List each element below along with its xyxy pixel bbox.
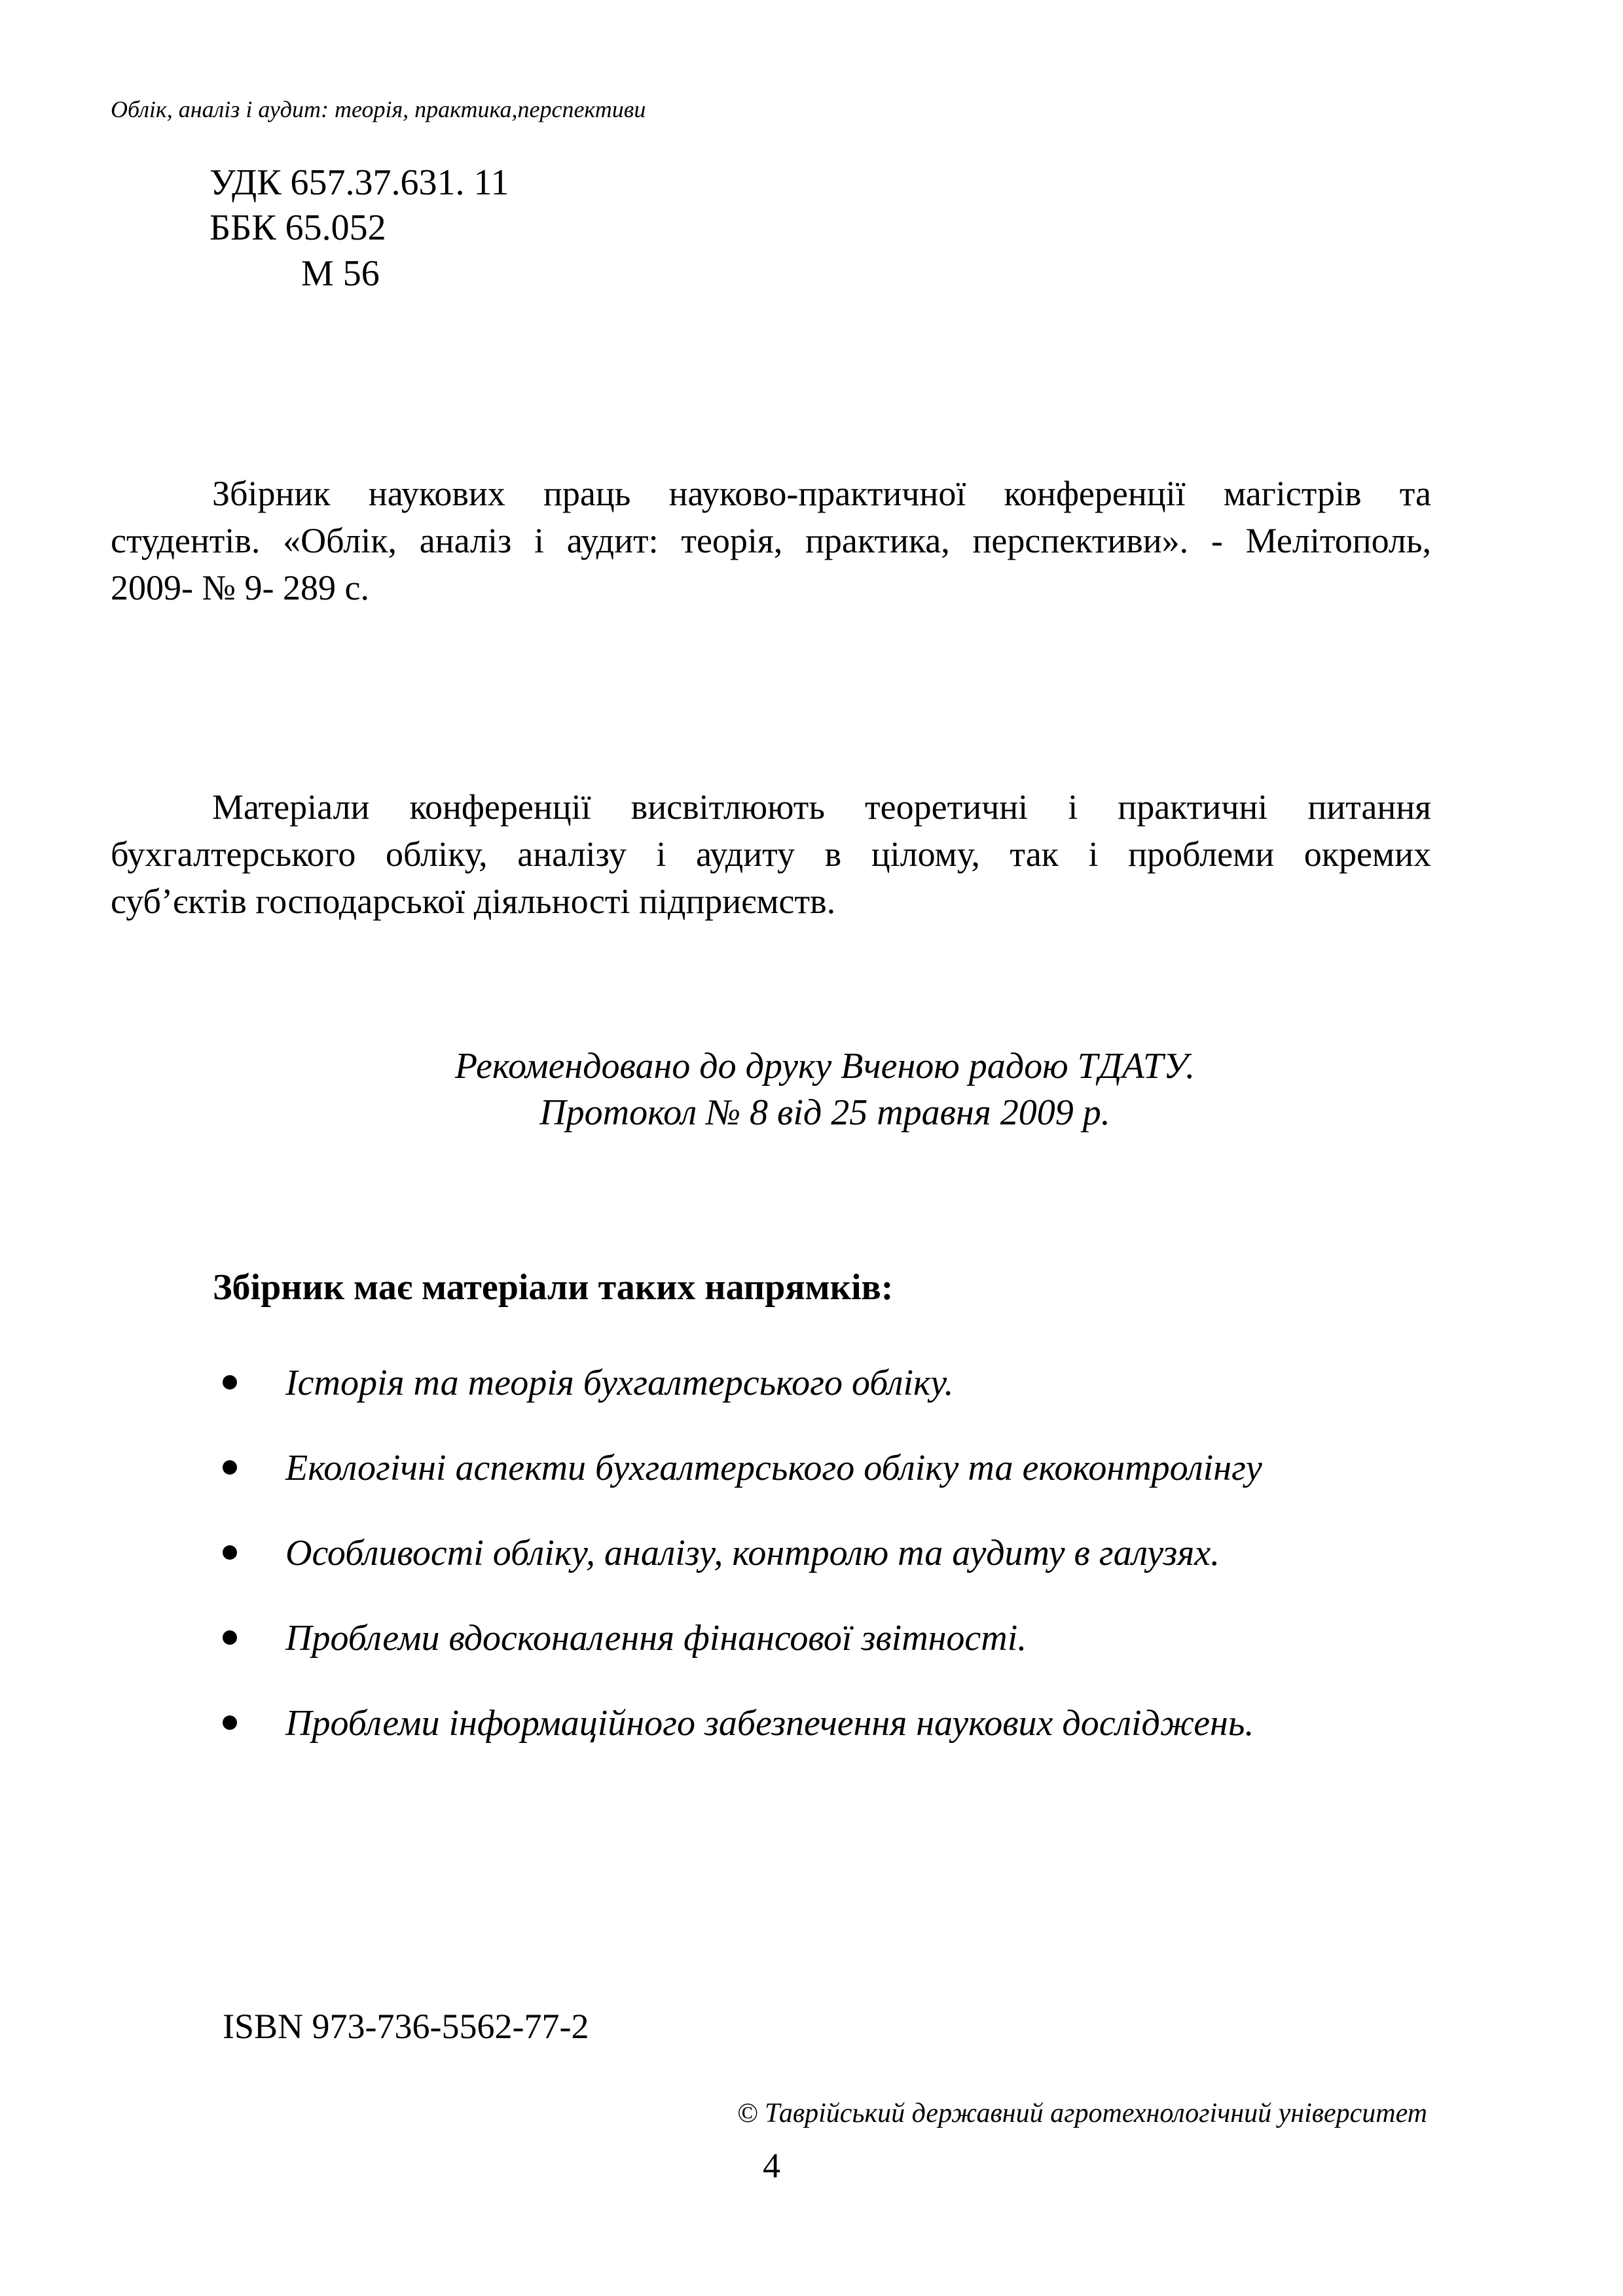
copyright-notice: © Таврійський державний агротехнологічний університет <box>737 2098 1427 2128</box>
list-item-text: Проблеми вдосконалення фінансової звітності. <box>285 1618 1027 1659</box>
author-mark: М 56 <box>301 253 380 294</box>
list-item-text: Екологічні аспекти бухгалтерського обліку та екоконтролінгу <box>285 1448 1262 1488</box>
list-item-text: Особливості обліку, аналізу, контролю та аудиту в галузях. <box>285 1533 1220 1573</box>
text-line: Матеріали конференції висвітлюють теоретичні і практичні питання <box>212 787 1431 827</box>
list-item-text: Історія та теорія бухгалтерського обліку. <box>285 1363 954 1403</box>
protocol-line: Протокол № 8 від 25 травня 2009 р. <box>539 1092 1110 1133</box>
text-line: суб’єктів господарської діяльності підприємств. <box>111 882 836 921</box>
text-line: 2009- № 9- 289 с. <box>111 568 369 607</box>
page-number: 4 <box>763 2146 780 2185</box>
bbk-code: ББК 65.052 <box>210 207 386 248</box>
isbn: ISBN 973-736-5562-77-2 <box>223 2007 589 2046</box>
text-line: студентів. «Облік, аналіз і аудит: теорія, практика, перспективи». - Мелітополь, <box>111 521 1431 560</box>
bullet-icon <box>223 1715 237 1730</box>
annotation-paragraph <box>111 783 1431 925</box>
bullet-icon <box>223 1545 237 1560</box>
udk-code: УДК 657.37.631. 11 <box>210 162 509 203</box>
list-item-text: Проблеми інформаційного забезпечення наукових досліджень. <box>285 1703 1254 1744</box>
bullet-icon <box>223 1630 237 1645</box>
recommendation-line: Рекомендовано до друку Вченою радою ТДАТУ. <box>454 1046 1195 1086</box>
running-header: Облік, аналіз і аудит: теорія, практика,перспективи <box>111 96 646 122</box>
text-line: Збірник наукових праць науково-практичної конференції магістрів та <box>212 474 1431 513</box>
bibliographic-description <box>111 470 1431 611</box>
directions-heading: Збірник має матеріали таких напрямків: <box>213 1267 894 1308</box>
text-line: бухгалтерського обліку, аналізу і аудиту в цілому, так і проблеми окремих <box>111 834 1431 874</box>
bullet-icon <box>223 1375 237 1390</box>
bullet-icon <box>223 1460 237 1475</box>
